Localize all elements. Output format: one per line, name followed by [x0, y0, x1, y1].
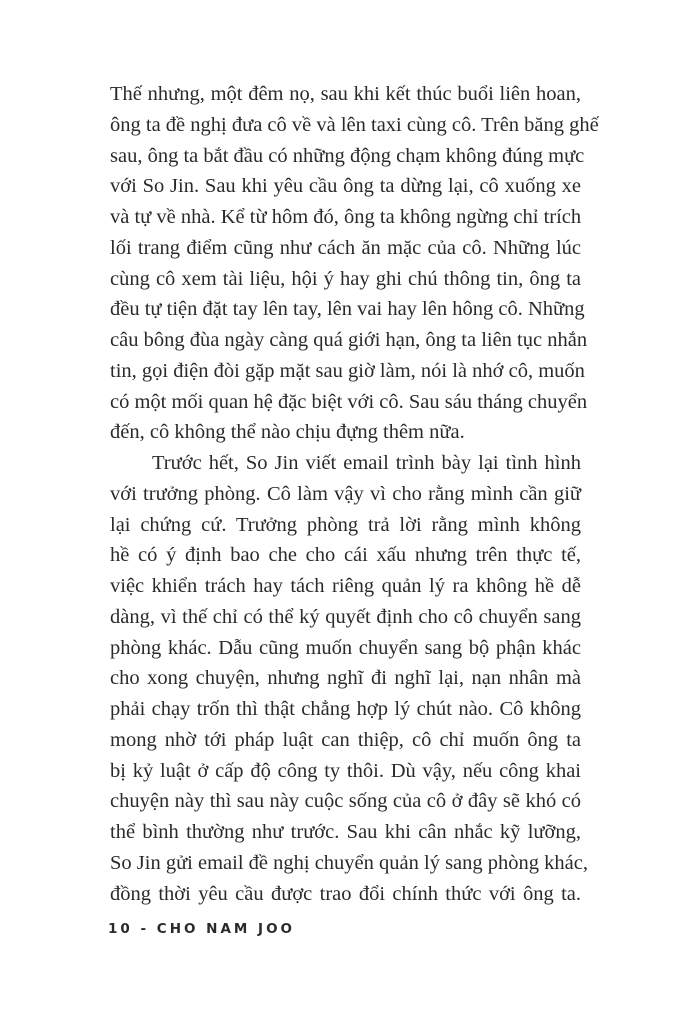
text-line: So Jin gửi email đề nghị chuyển quản lý sang phòng khác, [110, 851, 588, 874]
text-line: đồng thời yêu cầu được trao đổi chính thức với ông ta. [110, 882, 581, 905]
text-line: chuyện này thì sau này cuộc sống của cô ở đây sẽ khó có [110, 790, 581, 813]
text-line: câu bông đùa ngày càng quá giới hạn, ông ta liên tục nhắn [110, 329, 588, 351]
text-line: sau, ông ta bắt đầu có những động chạm không đúng mực [110, 144, 585, 167]
text-line: và tự về nhà. Kể từ hôm đó, ông ta không ngừng chỉ trích [110, 206, 582, 228]
paragraph-2 [110, 448, 588, 909]
text-line: với So Jin. Sau khi yêu cầu ông ta dừng lại, cô xuống xe [110, 175, 581, 198]
text-line: bị kỷ luật ở cấp độ công ty thôi. Dù vậy, nếu công khai [110, 759, 581, 782]
text-line: ông ta đề nghị đưa cô về và lên taxi cùng cô. Trên băng ghế [110, 113, 599, 136]
text-line: với trưởng phòng. Cô làm vậy vì cho rằng mình cần giữ [110, 482, 581, 505]
text-line: cho xong chuyện, nhưng nghĩ đi nghĩ lại, nạn nhân mà [110, 667, 581, 690]
paragraph-1 [110, 79, 599, 448]
text-line: lối trang điểm cũng như cách ăn mặc của cô. Những lúc [110, 236, 581, 259]
text-line: đến, cô không thể nào chịu đựng thêm nữa. [110, 421, 465, 444]
text-line: việc khiển trách hay tách riêng quản lý ra không hề dễ [110, 575, 581, 597]
text-line: Trước hết, So Jin viết email trình bày lại tình hình [152, 452, 581, 474]
text-line: mong nhờ tới pháp luật can thiệp, cô chỉ muốn ông ta [110, 728, 581, 751]
text-line: lại chứng cứ. Trưởng phòng trả lời rằng mình không [110, 513, 581, 536]
text-line: Thế nhưng, một đêm nọ, sau khi kết thúc buổi liên hoan, [110, 83, 581, 105]
body-text [110, 79, 599, 909]
text-line: dàng, vì thế chỉ có thể ký quyết định cho cô chuyển sang [110, 605, 581, 628]
text-line: hề có ý định bao che cho cái xấu nhưng trên thực tế, [110, 544, 581, 567]
text-line: tin, gọi điện đòi gặp mặt sau giờ làm, nói là nhớ cô, muốn [110, 359, 585, 382]
text-line: phải chạy trốn thì thật chẳng hợp lý chút nào. Cô không [110, 698, 581, 720]
text-line: có một mối quan hệ đặc biệt với cô. Sau sáu tháng chuyển [110, 390, 588, 413]
text-line: đều tự tiện đặt tay lên tay, lên vai hay lên hông cô. Những [110, 298, 585, 321]
page-footer: 10 - CHO NAM JOO [108, 921, 296, 937]
text-line: phòng khác. Dẫu cũng muốn chuyển sang bộ phận khác [110, 636, 581, 659]
text-line: thể bình thường như trước. Sau khi cân nhắc kỹ lưỡng, [110, 821, 581, 843]
text-line: cùng cô xem tài liệu, hội ý hay ghi chú thông tin, ông ta [110, 267, 581, 290]
